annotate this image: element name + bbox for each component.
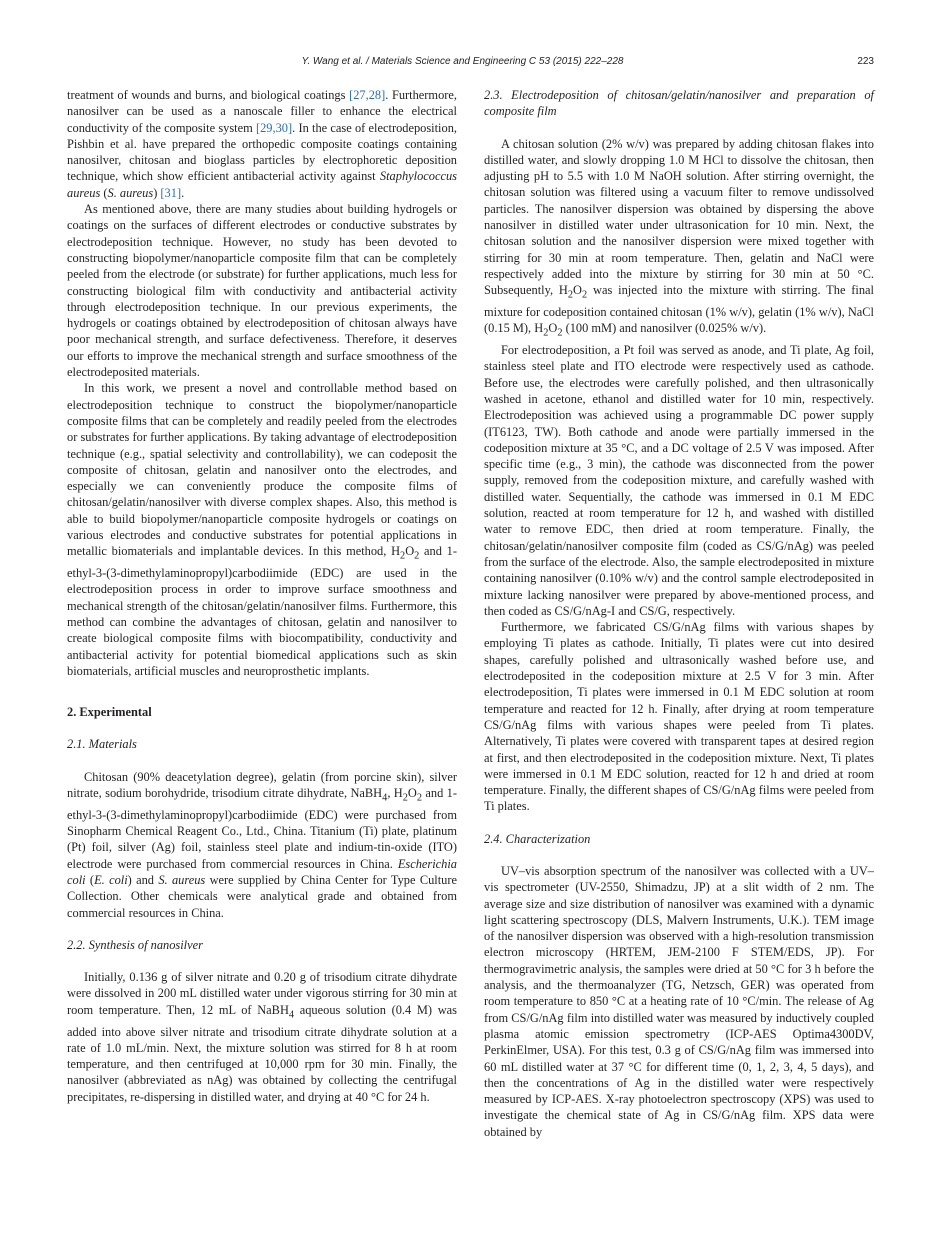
section-heading: 2. Experimental — [67, 705, 152, 720]
intro-paragraph: As mentioned above, there are many studies about building hydrogels or coatings on the surfaces of different electrodes or conductive substrates by electrodeposition technique. However, no study has been devoted to constructing biopolymer/nanoparticle composite film that can be completely peeled from the electrode (or substrate) for further applications, much less for constructing biological film with conductivity and antibacterial activity through electrodeposition technique. In our previous experiments, the hydrogels or coatings obtained by electrodeposition of chitosan always have poor mechanical strength, and surface defectiveness. Therefore, it deserves our efforts to improve the mechanical strength and surface smoothness of the electrodeposited materials. — [67, 202, 457, 380]
characterization-paragraph: UV–vis absorption spectrum of the nanosilver was collected with a UV–vis spectrometer (UV-2550, Shimadzu, JP) at a slit width of 2 nm. The average size and size distribution of nanosilver was examined with a dynamic light scattering spectroscopy (DLS, Malvern Instruments, U.K.). TEM image of the nanosilver dispersion was observed with a high-resolution transmission electron microscopy (HRTEM, JEM-2100 F STEM/EDS, JP). For thermogravimetric analysis, the samples were dried at 50 °C for 3 h before the analysis, and the thermoanalyzer (TG, Netzsch, GER) was operated from room temperature to 850 °C at a heating rate of 10 °C/min. The release of Ag from CS/G/nAg film into distilled water was measured by inductively coupled plasma atomic emission spectrometry (ICP-AES Optima4300DV, PerkinElmer, USA). For this test, 0.3 g of CS/G/nAg film was immersed into 60 mL distilled water at 37 °C for different time (0, 1, 2, 3, 4, 5 days), and then the concentrations of Ag in the distilled water were respectively measured by ICP-AES. X-ray photoelectron spectroscopy (XPS) was used to investigate the chemical state of Ag in CS/G/nAg film. XPS data were obtained by — [484, 864, 874, 1139]
journal-citation: Y. Wang et al. / Materials Science and Engineering C 53 (2015) 222–228 — [301, 56, 624, 67]
citation-link[interactable]: [31] — [160, 185, 182, 200]
subsection-heading: 2.4. Characterization — [484, 831, 591, 846]
intro-paragraph: In this work, we present a novel and controllable method based on electrodeposition technique to construct the biopolymer/nanoparticle composite films that can be completely and readily peeled from the electrodes or substrates for further applications. By taking advantage of electrodeposition technique (e.g., spatial selectivity and controllability), we can codeposit the composite of chitosan, gelatin and nanosilver onto the electrodes, and especially we can conveniently produce the composite films of chitosan/gelatin/nanosilver with diverse complex shapes. Also, this method is able to build biopolymer/nanoparticle composite hydrogels or coatings on various electrodes and conductive substrates for potential applications in metallic biomaterials and implantable devices. In this method, $H_2O_2$ and 1-ethyl-3-(3-dimethylaminopropyl)carbodiimide (EDC) are used in the electrodeposition process in order to improve surface smoothness and mechanical strength of the chitosan/gelatin/nanosilver films. Furthermore, this method can combine the advantages of chitosan, gelatin and nanosilver to create biological composite films with biocompatibility, conductivity and antibacterial activity for potential biomedical applications such as skin biomaterials, artificial muscles and neuroprosthetic implants. — [67, 381, 457, 678]
left-column — [67, 87, 457, 1105]
subsection-heading: 2.3. Electrodeposition of chitosan/gelatin/nanosilver and preparation of composite film — [484, 88, 874, 119]
page-number: 223 — [857, 56, 874, 67]
electrodeposition-paragraph: Furthermore, we fabricated CS/G/nAg films with various shapes by employing Ti plates as cathode. Initially, Ti plates were cut into desired shapes, carefully polished and ultrasonically washed before use, and electrodeposited in the codeposition mixture at 2.5 V for 3 min. After electrodeposition, Ti plates were immersed in 0.1 M EDC solution at room temperature and reacted for 12 h. Finally, after drying at room temperature CS/G/nAg films with various shapes were peeled from Ti plates. Alternatively, Ti plates were covered with transparent tapes at desired region at first, and then electrodeposited in the codeposition mixture. Next, Ti plates were immersed in 0.1 M EDC solution, reacted for 12 h and dried at room temperature. Finally, the different shapes of CS/G/nAg films were peeled from Ti plates. — [484, 620, 874, 814]
synthesis-paragraph: Initially, 0.136 g of silver nitrate and 0.20 g of trisodium citrate dihydrate were dissolved in 200 mL distilled water under vigorous stirring for 30 min at room temperature. Then, 12 mL of NaBH$_4$ aqueous solution (0.4 M) was added into above silver nitrate and trisodium citrate dihydrate solution at a rate of 1.0 mL/min. Next, the mixture solution was stirred for 8 h at room temperature, and then centrifuged at 10,000 rpm for 30 min. Finally, the nanosilver (abbreviated as nAg) was obtained by collecting the centrifugal precipitates, re-dispersing in distilled water, and drying at 40 °C for 24 h. — [67, 970, 457, 1104]
subsection-heading: 2.2. Synthesis of nanosilver — [67, 937, 203, 952]
running-head — [0, 56, 925, 72]
subsection-heading: 2.1. Materials — [67, 737, 137, 752]
citation-link[interactable]: [27,28] — [349, 88, 386, 102]
materials-paragraph: Chitosan (90% deacetylation degree), gelatin (from porcine skin), silver nitrate, sodium borohydride, trisodium citrate dihydrate, NaBH$_4$, $H_2O_2$ and 1-ethyl-3-(3-dimethylaminopropyl)carbodiimide (EDC) were purchased from Sinopharm Chemical Reagent Co., Ltd., China. Titanium (Ti) plate, platinum (Pt) foil, silver (Ag) foil, stainless steel plate and indium-tin-oxide (ITO) electrode were purchased from commercial resources in China. Escherichia coli (E. coli) and S. aureus were supplied by China Center for Type Culture Collection. Other chemicals were analytical grade and obtained from commercial resources in China. — [67, 769, 457, 920]
intro-paragraph-continued: treatment of wounds and burns, and biological coatings [27,28]. Furthermore, nanosilver can be used as a nanoscale filler to enhance the electrical conductivity of the composite system [29,30]. In the case of electrodeposition, Pishbin et al. have prepared the orthopedic composite coatings containing nanosilver, chitosan and bioglass particles by electrophoretic deposition technique, which show efficient antibacterial activity against Staphylococcus aureus (S. aureus) [31]. — [67, 88, 457, 200]
citation-link[interactable]: [29,30] — [255, 120, 293, 135]
right-column — [484, 87, 874, 1140]
electrodeposition-paragraph: A chitosan solution (2% w/v) was prepared by adding chitosan flakes into distilled water, and slowly dropping 1.0 M HCl to dissolve the chitosan, then adjusting pH to 5.5 with 1.0 M NaOH solution. After stirring overnight, the chitosan solution was filtered using a vacuum filter to remove undissolved particles. The nanosilver dispersion was obtained by dispersing the above nanosilver in distilled water under ultrasonication for 10 min. Next, the chitosan solution and the nanosilver dispersion were mixed together with stirring for 30 min at room temperature. Then, gelatin and NaCl were respectively added into the mixture by stirring for 30 min at 50 °C. Subsequently, $H_2O_2$ was injected into the mixture with stirring. The final mixture for codeposition contained chitosan (1% w/v), gelatin (1% w/v), NaCl (0.15 M), $H_2O_2$ (100 mM) and nanosilver (0.025% w/v). — [484, 136, 875, 339]
electrodeposition-paragraph: For electrodeposition, a Pt foil was served as anode, and Ti plate, Ag foil, stainless steel plate and ITO electrode were respectively used as cathode. Before use, the electrodes were carefully polished, and then ultrasonically washed in acetone, ethanol and distilled water for 10 min, respectively. Electrodeposition was achieved using a programmable DC power supply (IT6123, TW). Both cathode and anode were partially immersed in the codeposition mixture at 35 °C, and a DC voltage of 2.5 V was imposed. After specific time (e.g., 3 min), the cathode was disconnected from the power supply, removed from the codeposition mixture, and carefully washed with distilled water. Sequentially, the cathode was immersed in 0.1 M EDC solution, reacted at room temperature for 12 h, and washed with distilled water to remove EDC, then dried at room temperature. Finally, the chitosan/gelatin/nanosilver composite film (coded as CS/G/nAg) was peeled from the surface of the electrode. Also, the sample electrodeposited in mixture containing nanosilver (0.10% w/v) and the control sample electrodeposited in mixture lacking nanosilver were prepared by above-mentioned process, and then coded as CS/G/nAg-I and CS/G, respectively. — [484, 343, 874, 618]
